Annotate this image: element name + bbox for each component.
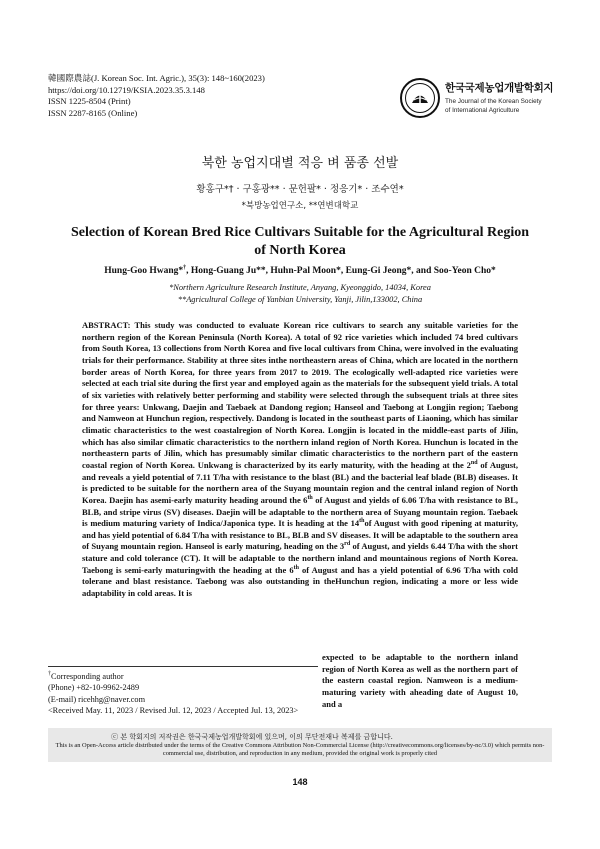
abstract-continued: expected to be adaptable to the northern inland region of North Korea as well as the northern part of the eastern coastal region. Namweon is a medium-maturing variety with aheading date of August 10, and a	[322, 652, 518, 709]
society-name	[445, 80, 553, 115]
title-korean: 북한 농업지대별 적응 벼 품종 선발	[201, 156, 399, 171]
page-number: 148	[292, 777, 308, 787]
copyright-notice: ⓒ 본 학회지의 저작권은 한국국제농업개발학회에 있으며, 이의 무단전재나 복제를 금합니다.	[111, 733, 393, 741]
journal-header	[48, 73, 265, 119]
authors-english: Hung-Goo Hwang*†, Hong-Guang Ju**, Huhn-Pal Moon*, Eung-Gi Jeong*, and Soo-Yeon Cho*	[104, 264, 496, 276]
footnote: †Corresponding author (Phone) +82-10-9962-2489 (E-mail) ricehhg@naver.com <Received May. 11, 2023 / Revised Jul. 12, 2023 / Accepted Jul. 13, 2023>	[48, 671, 299, 715]
issn-print: ISSN 1225-8504 (Print)	[48, 96, 131, 107]
title-english: Selection of Korean Bred Rice Cultivars Suitable for the Agricultural Region of North Korea	[70, 225, 530, 258]
submission-dates: <Received May. 11, 2023 / Revised Jul. 12, 2023 / Accepted Jul. 13, 2023>	[48, 705, 299, 715]
doi-link[interactable]: https://doi.org/10.12719/KSIA.2023.35.3.148	[48, 84, 205, 95]
affiliations-korean: *북방농업연구소, **연변대학교	[241, 201, 359, 211]
journal-citation: 韓國際農誌(J. Korean Soc. Int. Agric.), 35(3): 148~160(2023)	[48, 73, 265, 83]
authors-korean: 황홍구*† · 구홍광** · 문헌팔* · 정응기* · 조수연*	[196, 184, 404, 195]
corresponding-author-label: Corresponding author	[51, 672, 124, 681]
society-logo-icon	[400, 78, 440, 118]
email[interactable]: (E-mail) ricehhg@naver.com	[48, 694, 146, 704]
society-name-ko: 한국국제농업개발학회지	[445, 82, 554, 94]
abstract-text: ABSTRACT: This study was conducted to evaluate Korean rice cultivars to search any suitable varieties for the northern region of the Korean Peninsula (North Korea). A total of 92 rice varieties which included 74 bred cultivars from South Korea, 13 collections from North Korea and five local cultivars from China, were involved in the evaluating trials for their performance. Stability at three sites inthe northeastern areas of China, which are located in the northern border areas of North Korea, for three years from 2017 to 2019. The ecologically well-adapted rice varieties were selected at each trial site during the first year and employed again as the materials for the subsequent yield trials. A total of six varieties with relatively better performing and stability were selected through the subsequent trials at three sites for three years: Unkwang, Daejin and Taebaek at Dandong region; Hanseol and Taebong at Longjin region; Taebong and Namweon at Hunchun region, respectively. Dandong is located in the southeast parts of Liaoning, which has similar climatic characteristics to the west coastalregion of North Korea. Longjin is located in the middle-east parts of Jilin, which has also similar climatic characteristics to the northern inland region of North Korea. Hunchun is located in the northeastern parts of Jilin, which has presumably similar climatic characteristics to the northern part of the eastern coastal region of North Korea. Unkwang is characterized by its early maturity, with the heading at the 2nd of August, and reveals a yield potential of 7.11 T/ha with resistance to the blast (BL) and the bacterial leaf blade (BLB) diseases. It is predicted to be suitable for the northern area of the Suyang mountain region and the central inland region of North Korea. Daejin has asemi-early maturity heading around the 6th of August and yields of 6.06 T/ha with resistance to BL, BLB, and stripe virus (SV) diseases. Daejin will be adaptable to the northern area of Suyang mountain region. Taebaek is medium maturing variety of Indica/Japonica type. It is heading at the 14thof August with good ripening at maturity, and has yield potential of 6.84 T/ha with resistance to BL, BLB and SV diseases. It will be adaptable to the southern area of Suyang mountain region. Hanseol is early maturing, heading on the 3rd of August, and yields 6.44 T/ha with the short stature and cold tolerance (CT). It will be adaptable to the northern inland and mountainous regions of North Korea. Taebong is semi-early maturingwith the heading at the 6th of August and has a yield potential of 6.96 T/ha with cold tolerane and blast resistance. Taebong was also outstanding in theHunchun region, indicating a more or less wide adaptability in cold areas. It is	[82, 320, 519, 599]
society-name-en: The Journal of the Korean Society of International Agriculture	[445, 98, 542, 114]
phone: (Phone) +82-10-9962-2489	[48, 683, 140, 693]
affiliations-english: *Northern Agriculture Research Institute, Anyang, Kyeonggido, 14034, Korea **Agricultural College of Yanbian University, Yanji, Jilin,133002, China	[169, 283, 431, 304]
issn-online: ISSN 2287-8165 (Online)	[48, 107, 138, 118]
footnote-divider	[48, 666, 318, 667]
open-access-notice: This is an Open-Access article distributed under the terms of the Creative Commons Attribution Non-Commercial License (http://creativecommons.org/licenses/by-nc/3.0) which permits non-commercial use, distribution, and reproduction in any medium, provided the original work is properly cited	[55, 742, 545, 758]
